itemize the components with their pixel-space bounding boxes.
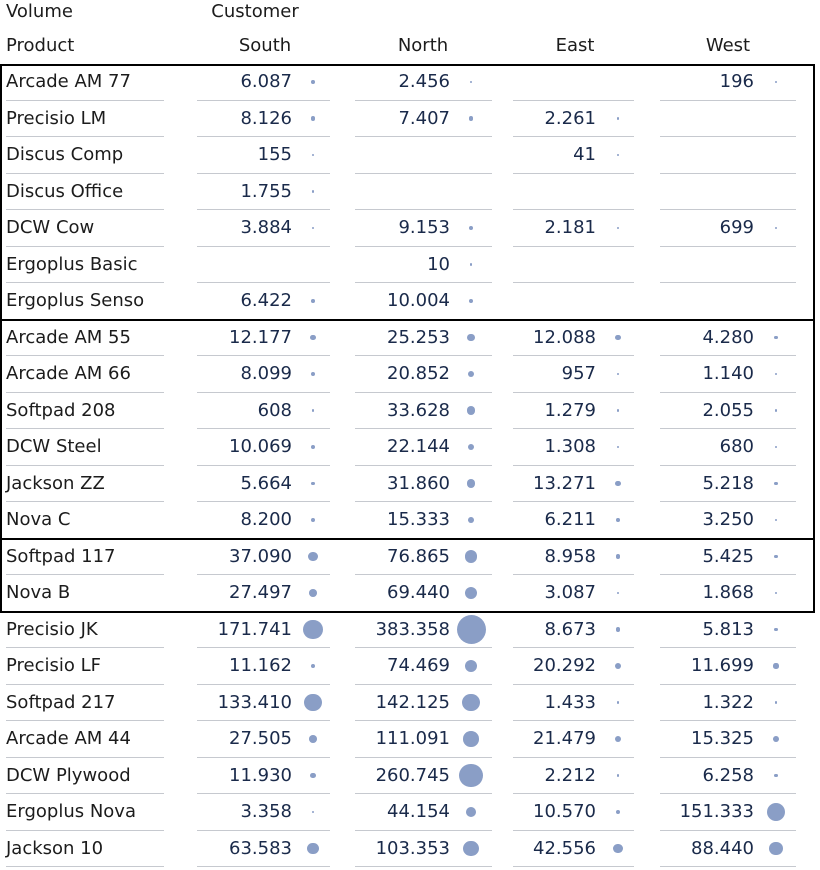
value-cell: 151.333 (679, 801, 754, 822)
value-cell: 1.308 (544, 436, 596, 457)
row-underline (6, 465, 164, 466)
value-cell: 680 (719, 436, 754, 457)
product-label: Precisio LM (6, 107, 107, 129)
value-cell: 8.099 (240, 363, 292, 384)
value-cell: 103.353 (375, 837, 450, 859)
value-marker (775, 446, 778, 449)
value-marker (616, 627, 620, 631)
table-row (0, 759, 820, 796)
value-cell: 31.860 (387, 472, 450, 494)
cell-underline (660, 136, 796, 137)
value-marker (775, 227, 778, 230)
product-label: Jackson ZZ (6, 472, 105, 494)
row-underline (6, 501, 164, 502)
value-marker (468, 371, 475, 378)
cell-underline (660, 173, 796, 174)
value-cell: 5.664 (240, 472, 292, 494)
row-underline (6, 282, 164, 283)
row-underline (6, 574, 164, 575)
value-cell: 196 (719, 71, 754, 92)
cell-underline (513, 100, 634, 101)
product-label: Ergoplus Senso (6, 290, 145, 311)
value-marker (468, 517, 474, 523)
value-marker (615, 335, 620, 340)
value-cell: 608 (257, 399, 292, 421)
value-marker (617, 701, 620, 704)
table-row (0, 357, 820, 394)
value-marker (312, 409, 315, 412)
table-row (0, 211, 820, 248)
product-label: DCW Steel (6, 436, 102, 457)
value-marker (774, 628, 778, 632)
value-marker (616, 554, 620, 558)
value-marker (469, 226, 473, 230)
value-cell: 8.958 (544, 545, 596, 567)
dimension-label: Customer (211, 1, 299, 22)
product-label: Nova C (6, 509, 71, 530)
value-marker (468, 444, 475, 451)
value-cell: 88.440 (691, 837, 754, 859)
value-cell: 11.162 (229, 655, 292, 676)
table-row (0, 321, 820, 358)
value-marker (617, 592, 620, 595)
value-cell: 1.279 (544, 399, 596, 421)
value-cell: 25.253 (387, 326, 450, 348)
value-cell: 5.218 (702, 472, 754, 494)
value-marker (467, 479, 475, 487)
column-header-west: West (705, 35, 751, 56)
table-row (0, 467, 820, 504)
value-marker (617, 117, 620, 120)
value-cell: 20.852 (387, 363, 450, 384)
value-marker (304, 694, 321, 711)
value-marker (465, 550, 478, 563)
row-underline (6, 392, 164, 393)
value-cell: 383.358 (375, 618, 450, 640)
value-marker (465, 587, 477, 599)
value-marker (311, 299, 315, 303)
row-underline (6, 684, 164, 685)
product-label: Arcade AM 66 (6, 363, 131, 384)
value-marker (616, 518, 620, 522)
value-cell: 42.556 (533, 837, 596, 859)
cell-underline (513, 319, 634, 320)
value-cell: 20.292 (533, 655, 596, 676)
product-label: Precisio LF (6, 655, 102, 676)
table-row (0, 138, 820, 175)
row-underline (6, 757, 164, 758)
product-label: Softpad 117 (6, 545, 116, 567)
value-cell: 4.280 (702, 326, 754, 348)
cell-underline (197, 282, 330, 283)
value-cell: 8.673 (544, 618, 596, 640)
value-marker (774, 482, 777, 485)
value-cell: 15.333 (387, 509, 450, 530)
value-cell: 155 (257, 144, 292, 165)
table-row (0, 102, 820, 139)
value-marker (459, 764, 483, 788)
value-cell: 74.469 (387, 655, 450, 676)
row-underline (6, 538, 164, 539)
product-label: Precisio JK (6, 618, 98, 640)
table-row (0, 175, 820, 212)
value-cell: 3.250 (702, 509, 754, 530)
value-marker (615, 736, 622, 743)
value-cell: 6.211 (544, 509, 596, 530)
row-underline (6, 793, 164, 794)
value-cell: 2.261 (544, 107, 596, 129)
table-row (0, 503, 820, 540)
value-cell: 2.181 (544, 217, 596, 238)
value-cell: 33.628 (387, 399, 450, 421)
product-label: Discus Office (6, 180, 124, 202)
table-row (0, 576, 820, 613)
measure-label: Volume (6, 1, 73, 22)
value-marker (307, 843, 319, 855)
cell-underline (660, 319, 796, 320)
value-marker (310, 335, 315, 340)
value-marker (775, 81, 778, 84)
product-label: DCW Cow (6, 217, 95, 238)
row-underline (6, 355, 164, 356)
value-cell: 9.153 (398, 217, 450, 238)
value-cell: 37.090 (229, 545, 292, 567)
value-cell: 6.087 (240, 71, 292, 92)
table-row (0, 248, 820, 285)
value-marker (311, 372, 315, 376)
value-cell: 11.930 (229, 764, 292, 786)
row-underline (6, 428, 164, 429)
value-cell: 5.813 (702, 618, 754, 640)
value-cell: 10 (427, 253, 450, 275)
value-cell: 22.144 (387, 436, 450, 457)
value-cell: 69.440 (387, 582, 450, 603)
value-marker (470, 81, 473, 84)
value-marker (469, 116, 473, 120)
value-cell: 11.699 (691, 655, 754, 676)
value-cell: 27.497 (229, 582, 292, 603)
cell-underline (513, 282, 634, 283)
value-cell: 142.125 (375, 691, 450, 713)
value-marker (311, 445, 316, 450)
row-underline (6, 136, 164, 137)
value-marker (615, 663, 622, 670)
value-cell: 7.407 (398, 107, 450, 129)
value-cell: 6.422 (240, 290, 292, 311)
value-cell: 8.126 (240, 107, 292, 129)
value-marker (312, 811, 315, 814)
value-marker (470, 263, 473, 266)
value-marker (312, 154, 315, 157)
column-header-east: East (555, 35, 595, 56)
value-cell: 27.505 (229, 728, 292, 749)
value-cell: 3.087 (544, 582, 596, 603)
product-label: Softpad 208 (6, 399, 116, 421)
value-marker (775, 373, 778, 376)
value-cell: 12.177 (229, 326, 292, 348)
cell-underline (355, 209, 492, 210)
value-marker (312, 227, 315, 230)
table-row (0, 795, 820, 832)
value-marker (311, 482, 315, 486)
column-header-south: South (238, 35, 292, 56)
value-cell: 10.069 (229, 436, 292, 457)
value-marker (309, 589, 317, 597)
table-row (0, 686, 820, 723)
product-label: Softpad 217 (6, 691, 116, 713)
table-row (0, 430, 820, 467)
value-marker (613, 844, 623, 854)
row-underline (6, 720, 164, 721)
value-cell: 13.271 (533, 472, 596, 494)
value-cell: 699 (719, 217, 754, 238)
value-cell: 1.433 (544, 691, 596, 713)
table-row (0, 722, 820, 759)
table-row (0, 613, 820, 650)
value-marker (769, 842, 783, 856)
row-underline (6, 319, 164, 320)
product-label: Arcade AM 44 (6, 728, 131, 749)
value-marker (616, 810, 621, 815)
value-marker (309, 735, 317, 743)
value-marker (311, 116, 315, 120)
value-cell: 260.745 (375, 764, 450, 786)
value-marker (469, 299, 474, 304)
row-underline (6, 866, 164, 867)
value-marker (775, 519, 778, 522)
value-marker (311, 664, 316, 669)
value-marker (463, 731, 479, 747)
value-marker (617, 774, 620, 777)
table-row (0, 540, 820, 577)
cell-underline (660, 209, 796, 210)
value-cell: 10.004 (387, 290, 450, 311)
row-underline (6, 100, 164, 101)
value-marker (311, 518, 315, 522)
value-marker (774, 336, 777, 339)
table-row (0, 649, 820, 686)
cell-underline (513, 209, 634, 210)
value-marker (463, 841, 478, 856)
value-cell: 171.741 (217, 618, 292, 640)
value-marker (774, 774, 778, 778)
value-marker (303, 620, 322, 639)
row-underline (6, 830, 164, 831)
value-marker (457, 615, 486, 644)
product-label: Ergoplus Nova (6, 801, 136, 822)
value-marker (615, 481, 620, 486)
value-cell: 1.322 (702, 691, 754, 713)
value-cell: 21.479 (533, 728, 596, 749)
value-cell: 111.091 (375, 728, 450, 749)
value-marker (773, 663, 778, 668)
table-row (0, 394, 820, 431)
row-underline (6, 647, 164, 648)
value-cell: 41 (573, 144, 596, 165)
cell-underline (660, 282, 796, 283)
value-marker (467, 334, 474, 341)
value-marker (774, 555, 777, 558)
value-cell: 2.055 (702, 399, 754, 421)
value-cell: 10.570 (533, 801, 596, 822)
product-label: Nova B (6, 582, 71, 603)
product-label: Arcade AM 77 (6, 71, 131, 92)
value-marker (617, 373, 620, 376)
value-cell: 8.200 (240, 509, 292, 530)
value-marker (311, 80, 315, 84)
table-row (0, 65, 820, 102)
product-label: Ergoplus Basic (6, 253, 138, 275)
value-marker (773, 736, 779, 742)
value-marker (465, 660, 478, 673)
value-cell: 3.884 (240, 217, 292, 238)
value-marker (466, 807, 476, 817)
value-cell: 3.358 (240, 801, 292, 822)
row-underline (6, 209, 164, 210)
value-marker (462, 694, 480, 712)
value-cell: 12.088 (533, 326, 596, 348)
value-marker (775, 701, 778, 704)
value-cell: 44.154 (387, 801, 450, 822)
value-marker (617, 409, 620, 412)
value-marker (310, 773, 315, 778)
value-marker (617, 446, 620, 449)
value-marker (617, 154, 620, 157)
column-header-north: North (397, 35, 449, 56)
row-label: Product (6, 35, 75, 56)
product-label: DCW Plywood (6, 764, 131, 786)
row-underline (6, 611, 164, 612)
product-label: Jackson 10 (6, 837, 104, 859)
row-underline (6, 246, 164, 247)
value-cell: 957 (561, 363, 596, 384)
value-marker (617, 227, 620, 230)
value-cell: 133.410 (217, 691, 292, 713)
cell-underline (355, 173, 492, 174)
value-marker (467, 406, 476, 415)
value-marker (312, 190, 315, 193)
product-label: Arcade AM 55 (6, 326, 131, 348)
value-cell: 1.140 (702, 363, 754, 384)
table-row (0, 832, 820, 869)
row-underline (6, 173, 164, 174)
value-cell: 5.425 (702, 545, 754, 567)
value-marker (767, 803, 785, 821)
value-cell: 2.212 (544, 764, 596, 786)
value-cell: 63.583 (229, 837, 292, 859)
value-marker (775, 592, 778, 595)
value-cell: 1.868 (702, 582, 754, 603)
value-marker (775, 409, 778, 412)
value-cell: 2.456 (398, 71, 450, 92)
value-cell: 76.865 (387, 545, 450, 567)
value-marker (308, 552, 317, 561)
value-cell: 1.755 (240, 180, 292, 202)
value-cell: 6.258 (702, 764, 754, 786)
value-cell: 15.325 (691, 728, 754, 749)
table-row (0, 284, 820, 321)
product-label: Discus Comp (6, 144, 124, 165)
